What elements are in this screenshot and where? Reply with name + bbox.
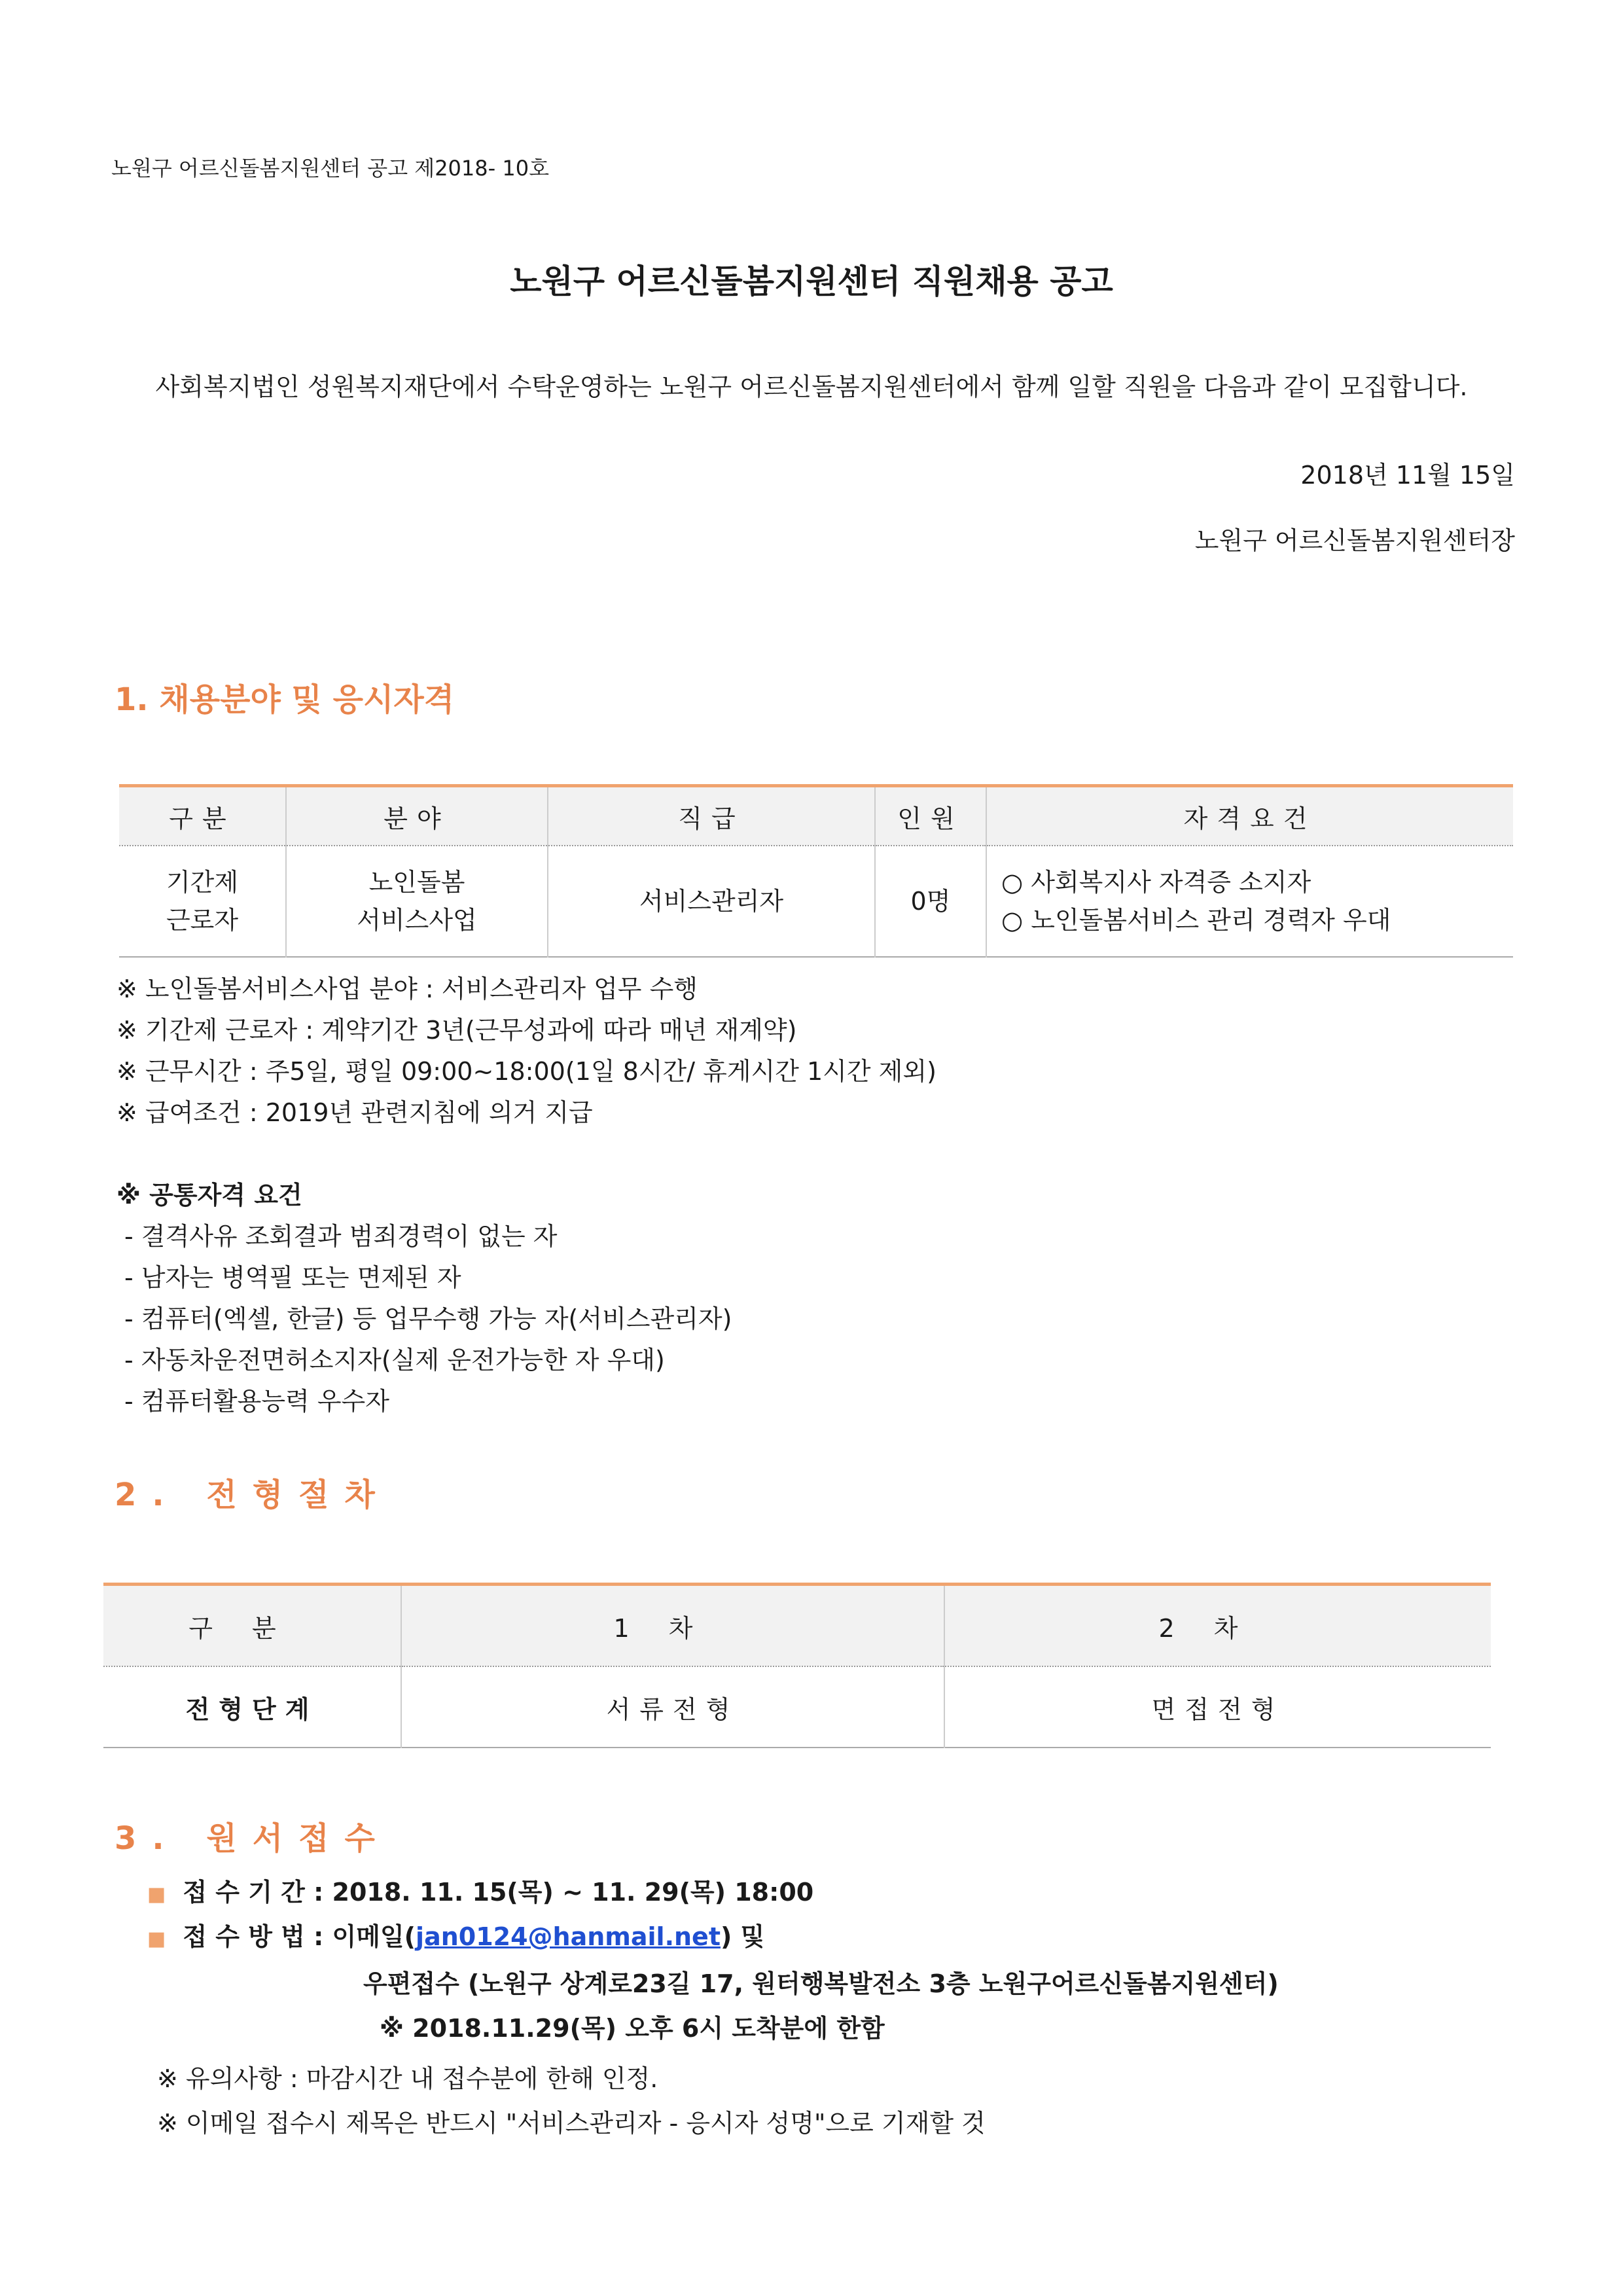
square-bullet-icon: ■ [147, 1928, 166, 1950]
common-requirement-item: - 남자는 병역필 또는 면제된 자 [124, 1263, 461, 1292]
notice-date: 2018년 11월 15일 [1300, 461, 1515, 490]
stage-label: 전형단계 [103, 1666, 401, 1748]
common-requirement-item: - 자동차운전면허소지자(실제 운전가능한 자 우대) [124, 1346, 665, 1374]
cell-qualifications [986, 846, 1513, 957]
qualification-item: ○ 노인돌봄서비스 관리 경력자 우대 [1001, 906, 1391, 935]
page-title: 노원구 어르신돌봄지원센터 직원채용 공고 [510, 262, 1113, 300]
selection-table-header [103, 1585, 1491, 1667]
period-value: 2018. 11. 15(목) ~ 11. 29(목) 18:00 [332, 1878, 814, 1907]
method-suffix: ) 및 [721, 1922, 765, 1951]
category-line-2: 근로자 [166, 906, 239, 935]
application-period [147, 1872, 813, 1908]
section2-heading: 2. 전형절차 [115, 1477, 391, 1513]
recruitment-table [119, 784, 1513, 958]
field-line-1: 노인돌봄 [368, 868, 465, 897]
note-item: ※ 노인돌봄서비스사업 분야 : 서비스관리자 업무 수행 [116, 975, 698, 1003]
common-requirement-item: - 컴퓨터(엑셀, 한글) 등 업무수행 가능 자(서비스관리자) [124, 1304, 732, 1333]
qualification-item: ○ 사회복지사 자격증 소지자 [1001, 868, 1311, 897]
method-prefix: 이메일( [332, 1922, 416, 1951]
intro-paragraph: 사회복지법인 성원복지재단에서 수탁운영하는 노원구 어르신돌봄지원센터에서 함께 일할 직원을 다음과 같이 모집합니다. [155, 372, 1468, 401]
signer: 노원구 어르신돌봄지원센터장 [1194, 526, 1515, 555]
cell-field [286, 846, 548, 957]
section3-heading: 3. 원서접수 [115, 1820, 391, 1857]
postal-address: 우편접수 (노원구 상계로23길 17, 원터행복발전소 3층 노원구어르신돌봄지원센터) [363, 1969, 1279, 1998]
note-item: ※ 기간제 근로자 : 계약기간 3년(근무성과에 따라 매년 재계약) [116, 1016, 797, 1045]
header-round-1: 1차 [401, 1585, 944, 1667]
header-qualifications: 자격요건 [986, 786, 1513, 846]
header-position: 직급 [548, 786, 875, 846]
cell-category [119, 846, 286, 957]
note-item: ※ 근무시간 : 주5일, 평일 09:00~18:00(1일 8시간/ 휴게시간 1시간 제외) [116, 1057, 936, 1086]
notice-number: 노원구 어르신돌봄지원센터 공고 제2018- 10호 [111, 156, 549, 181]
stage-document-screening: 서류전형 [401, 1666, 944, 1748]
common-requirements-title: ※ 공통자격 요건 [116, 1181, 302, 1210]
email-subject-note: ※ 이메일 접수시 제목은 반드시 "서비스관리자 - 응시자 성명"으로 기재할 것 [157, 2109, 986, 2138]
common-requirement-item: - 결격사유 조회결과 범죄경력이 없는 자 [124, 1222, 558, 1251]
cell-position: 서비스관리자 [548, 846, 875, 957]
table-row [103, 1666, 1491, 1748]
square-bullet-icon: ■ [147, 1883, 166, 1906]
period-label: 접 수 기 간 : [183, 1878, 324, 1907]
header-category: 구분 [119, 786, 286, 846]
category-line-1: 기간제 [166, 868, 239, 897]
section1-heading: 1. 채용분야 및 응시자격 [115, 681, 455, 718]
stage-interview: 면접전형 [1151, 1695, 1285, 1724]
note-item: ※ 급여조건 : 2019년 관련지침에 의거 지급 [116, 1098, 593, 1127]
field-line-2: 서비스사업 [357, 906, 477, 935]
header-round-2: 2차 [944, 1585, 1491, 1667]
header-division: 구분 [103, 1585, 401, 1667]
application-method [147, 1916, 764, 1952]
deadline-note: ※ 2018.11.29(목) 오후 6시 도착분에 한함 [380, 2014, 885, 2043]
table-row [119, 846, 1513, 957]
cell-headcount: 0명 [875, 846, 986, 957]
caution-note: ※ 유의사항 : 마감시간 내 접수분에 한해 인정. [157, 2064, 658, 2093]
recruitment-table-header [119, 786, 1513, 846]
method-label: 접 수 방 법 : [183, 1922, 324, 1951]
header-field: 분야 [286, 786, 548, 846]
header-headcount: 인원 [875, 786, 986, 846]
email-link[interactable]: jan0124@hanmail.net [416, 1922, 721, 1951]
common-requirement-item: - 컴퓨터활용능력 우수자 [124, 1387, 389, 1416]
selection-process-table [103, 1583, 1491, 1748]
